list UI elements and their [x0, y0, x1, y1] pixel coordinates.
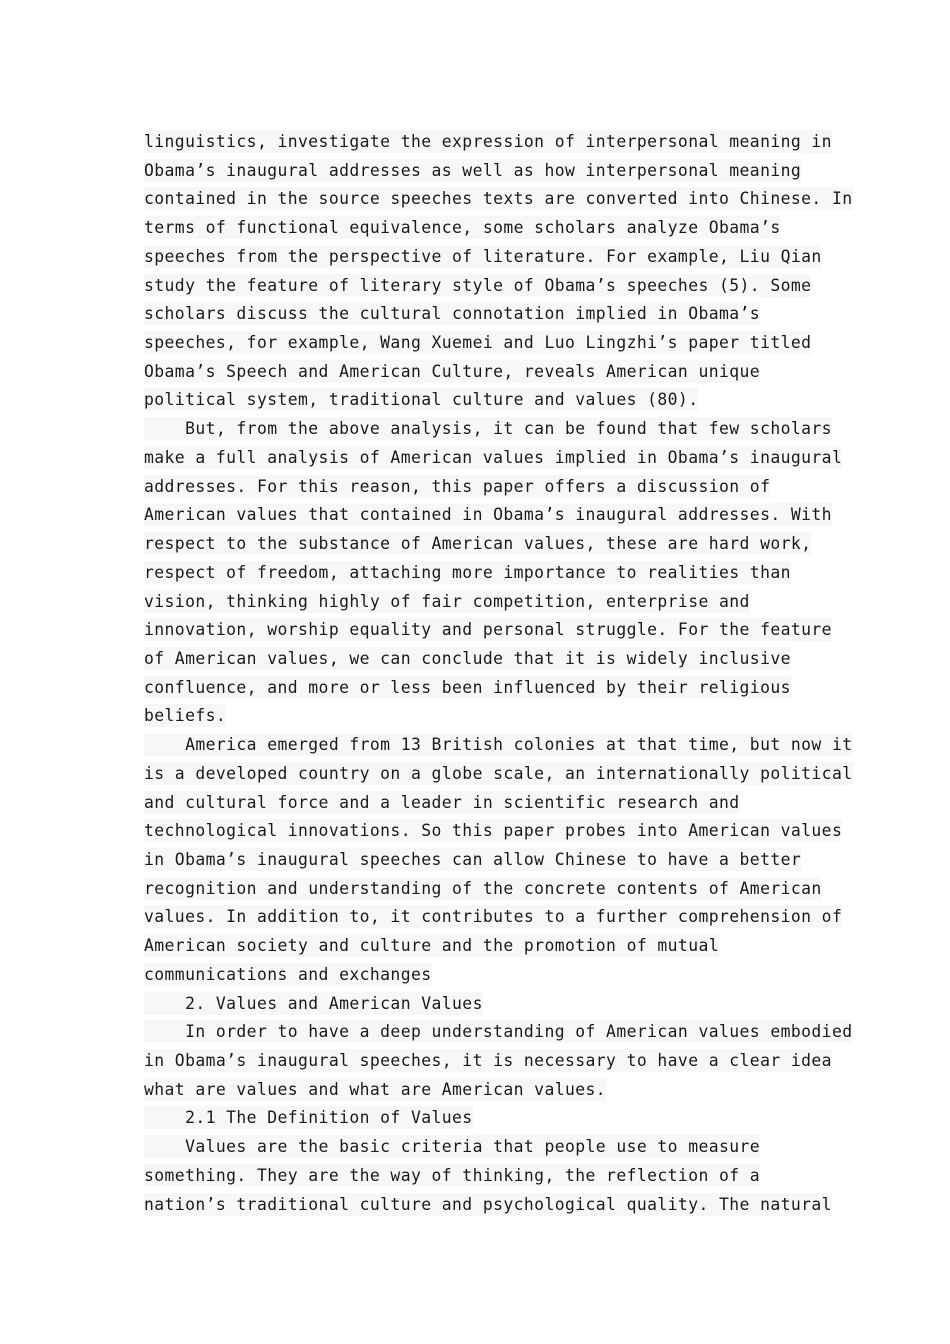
text-line — [144, 731, 853, 760]
text-line — [144, 1076, 814, 1105]
line-text: 2. Values and American Values — [144, 993, 483, 1013]
line-text: American society and culture and the promotion of mutual — [144, 936, 720, 956]
line-text: Obama’s Speech and American Culture, reveals American unique — [144, 361, 761, 381]
line-text: American values that contained in Obama’s inaugural addresses. With — [144, 505, 832, 525]
text-line — [144, 1162, 814, 1191]
text-line — [144, 903, 843, 932]
line-text: 2.1 The Definition of Values — [144, 1108, 473, 1128]
text-line — [144, 300, 814, 329]
text-line — [144, 329, 814, 358]
subsection-heading — [144, 1104, 814, 1133]
line-text: contained in the source speeches texts are converted into Chinese. In — [144, 189, 853, 209]
section-heading — [144, 990, 814, 1019]
line-text: respect of freedom, attaching more importance to realities than — [144, 562, 791, 582]
document-page — [144, 128, 853, 1219]
text-line — [144, 1047, 832, 1076]
line-text: confluence, and more or less been influenced by their religious — [144, 677, 791, 697]
line-text: addresses. For this reason, this paper offers a discussion of — [144, 476, 771, 496]
line-text: beliefs. — [144, 706, 227, 726]
text-line — [144, 272, 814, 301]
line-text: respect to the substance of American values, these are hard work, — [144, 534, 812, 554]
line-text: in Obama’s inaugural speeches can allow Chinese to have a better — [144, 849, 802, 869]
text-line — [144, 588, 814, 617]
text-line — [144, 128, 832, 157]
line-text: is a developed country on a globe scale, an internationally political — [144, 763, 853, 783]
text-line — [144, 530, 814, 559]
line-text: linguistics, investigate the expression of interpersonal meaning in — [144, 132, 832, 151]
line-text: what are values and what are American values. — [144, 1079, 607, 1099]
line-text: something. They are the way of thinking, the reflection of a — [144, 1165, 761, 1185]
line-text: nation’s traditional culture and psychological quality. The natural — [144, 1194, 832, 1214]
line-text: terms of functional equivalence, some scholars analyze Obama’s — [144, 218, 781, 238]
text-line — [144, 817, 843, 846]
text-line — [144, 674, 814, 703]
line-text: of American values, we can conclude that it is widely inclusive — [144, 648, 791, 668]
text-line — [144, 444, 843, 473]
line-text: innovation, worship equality and personal struggle. For the feature — [144, 620, 832, 640]
text-line — [144, 185, 853, 214]
line-text: and cultural force and a leader in scientific research and — [144, 792, 740, 812]
text-line — [144, 846, 814, 875]
text-line — [144, 961, 814, 990]
text-line — [144, 501, 832, 530]
line-text: study the feature of literary style of Obama’s speeches (5). Some — [144, 275, 812, 295]
text-line — [144, 875, 822, 904]
line-text: America emerged from 13 British colonies at that time, but now it — [144, 735, 853, 755]
text-line — [144, 243, 822, 272]
line-text: scholars discuss the cultural connotation implied in Obama’s — [144, 304, 761, 324]
text-line — [144, 760, 853, 789]
line-text: political system, traditional culture and values (80). — [144, 390, 699, 410]
text-line — [144, 1191, 832, 1220]
line-text: Obama’s inaugural addresses as well as how interpersonal meaning — [144, 160, 802, 180]
line-text: communications and exchanges — [144, 964, 432, 984]
text-line — [144, 616, 832, 645]
text-line — [144, 932, 814, 961]
text-line — [144, 645, 814, 674]
text-line — [144, 1133, 814, 1162]
line-text: recognition and understanding of the concrete contents of American — [144, 878, 822, 898]
line-text: in Obama’s inaugural speeches, it is necessary to have a clear idea — [144, 1051, 832, 1070]
text-line — [144, 559, 814, 588]
line-text: Values are the basic criteria that people use to measure — [144, 1137, 761, 1157]
line-text: But, from the above analysis, it can be found that few scholars — [144, 419, 832, 439]
line-text: speeches from the perspective of literature. For example, Liu Qian — [144, 246, 822, 266]
text-line — [144, 415, 832, 444]
text-line — [144, 214, 814, 243]
line-text: make a full analysis of American values implied in Obama’s inaugural — [144, 447, 843, 467]
text-line — [144, 157, 814, 186]
line-text: speeches, for example, Wang Xuemei and Luo Lingzhi’s paper titled — [144, 333, 812, 353]
line-text: In order to have a deep understanding of American values embodied — [144, 1022, 853, 1042]
text-line — [144, 702, 814, 731]
text-line — [144, 473, 814, 502]
line-text: values. In addition to, it contributes to a further comprehension of — [144, 907, 843, 927]
line-text: technological innovations. So this paper probes into American values — [144, 821, 843, 841]
text-line — [144, 358, 814, 387]
line-text: vision, thinking highly of fair competition, enterprise and — [144, 591, 750, 611]
text-line — [144, 386, 814, 415]
text-line — [144, 1018, 853, 1047]
text-line — [144, 789, 814, 818]
